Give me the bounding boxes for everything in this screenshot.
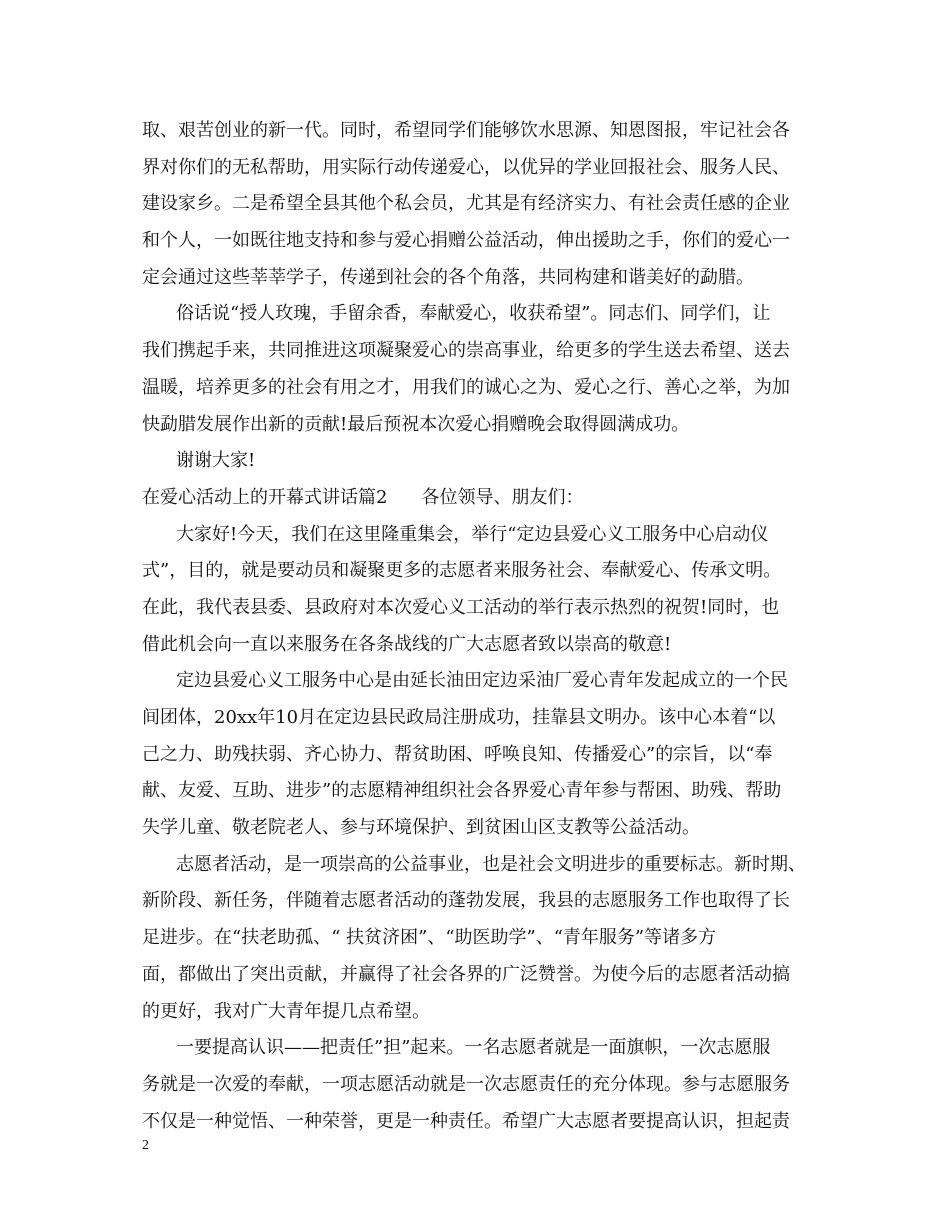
text-line: 间团体，20xx年10月在定边县民政局注册成功，挂靠县文明办。该中心本着“以 [142,707,776,728]
paragraph-first-line: 定边县爱心义工服务中心是由延长油田定边采油厂爱心青年发起成立的一个民 [176,670,788,692]
text-line: 快勐腊发展作出新的贡献!最后预祝本次爱心捐赠晚会取得圆满成功。 [142,413,690,435]
paragraph-first-line: 志愿者活动，是一项崇高的公益事业，也是社会文明进步的重要标志。新时期、 [176,853,806,875]
text-line: 在此，我代表县委、县政府对本次爱心义工活动的举行表示热烈的祝贺!同时，也 [142,596,780,618]
salutation: 各位领导、朋友们： [421,486,584,508]
text-line: 失学儿童、敬老院老人、参与环境保护、到贫困山区支教等公益活动。 [142,817,700,839]
text-line: 务就是一次爱的奉献，一项志愿活动就是一次志愿责任的充分体现。参与志愿服务 [142,1073,790,1095]
paragraph-first-line: 大家好!今天，我们在这里隆重集会，举行“定边县爱心义工服务中心启动仪 [176,523,769,545]
text-line: 足进步。在“扶老助孤、“ 扶贫济困”、“助医助学”、“青年服务”等诸多方 [142,927,717,949]
section-title: 在爱心活动上的开幕式讲话篇2 [142,486,388,508]
text-line: 界对你们的无私帮助，用实际行动传递爱心，以优异的学业回报社会、服务人民、 [142,156,790,178]
text-line: 的更好，我对广大青年提几点希望。 [142,1000,430,1022]
text-line: 我们携起手来，共同推进这项凝聚爱心的崇高事业，给更多的学生送去希望、送去 [142,340,790,362]
text-line: 定会通过这些莘莘学子，传递到社会的各个角落，共同构建和谐美好的勐腊。 [142,266,754,288]
text-line: 温暖，培养更多的社会有用之才，用我们的诚心之为、爱心之行、善心之举，为加 [142,376,790,398]
page-number: 2 [142,1138,149,1153]
text-line: 式”，目的，就是要动员和凝聚更多的志愿者来服务社会、奉献爱心、传承文明。 [142,560,782,582]
paragraph-first-line: 俗话说“授人玫瑰，手留余香，奉献爱心，收获希望”。同志们、同学们，让 [176,303,771,325]
text-line: 取、艰苦创业的新一代。同时，希望同学们能够饮水思源、知恩图报，牢记社会各 [142,120,790,141]
text-line: 和个人，一如既往地支持和参与爱心捐赠公益活动，伸出援助之手，你们的爱心一 [142,230,790,252]
text-line: 面，都做出了突出贡献，并赢得了社会各界的广泛赞誉。为使今后的志愿者活动搞 [142,963,790,985]
text-line: 新阶段、新任务，伴随着志愿者活动的蓬勃发展，我县的志愿服务工作也取得了长 [142,890,790,912]
section-heading-line [142,480,822,517]
closing-thanks: 谢谢大家! [176,450,256,472]
text-line: 己之力、助残扶弱、齐心协力、帮贫助困、呼唤良知、传播爱心”的宗旨，以“奉 [142,743,773,765]
text-line: 不仅是一种觉悟、一种荣誉，更是一种责任。希望广大志愿者要提高认识，担起责 [142,1110,790,1132]
text-line: 借此机会向一直以来服务在各条战线的广大志愿者致以崇高的敬意! [142,633,672,655]
text-line: 建设家乡。二是希望全县其他个私会员，尤其是有经济实力、有社会责任感的企业 [142,193,790,215]
text-line: 献、友爱、互助、进步”的志愿精神组织社会各界爱心青年参与帮困、助残、帮助 [142,780,782,802]
document-body [142,113,822,1140]
paragraph-first-line: 一要提高认识——把责任”担”起来。一名志愿者就是一面旗帜，一次志愿服 [176,1037,771,1059]
